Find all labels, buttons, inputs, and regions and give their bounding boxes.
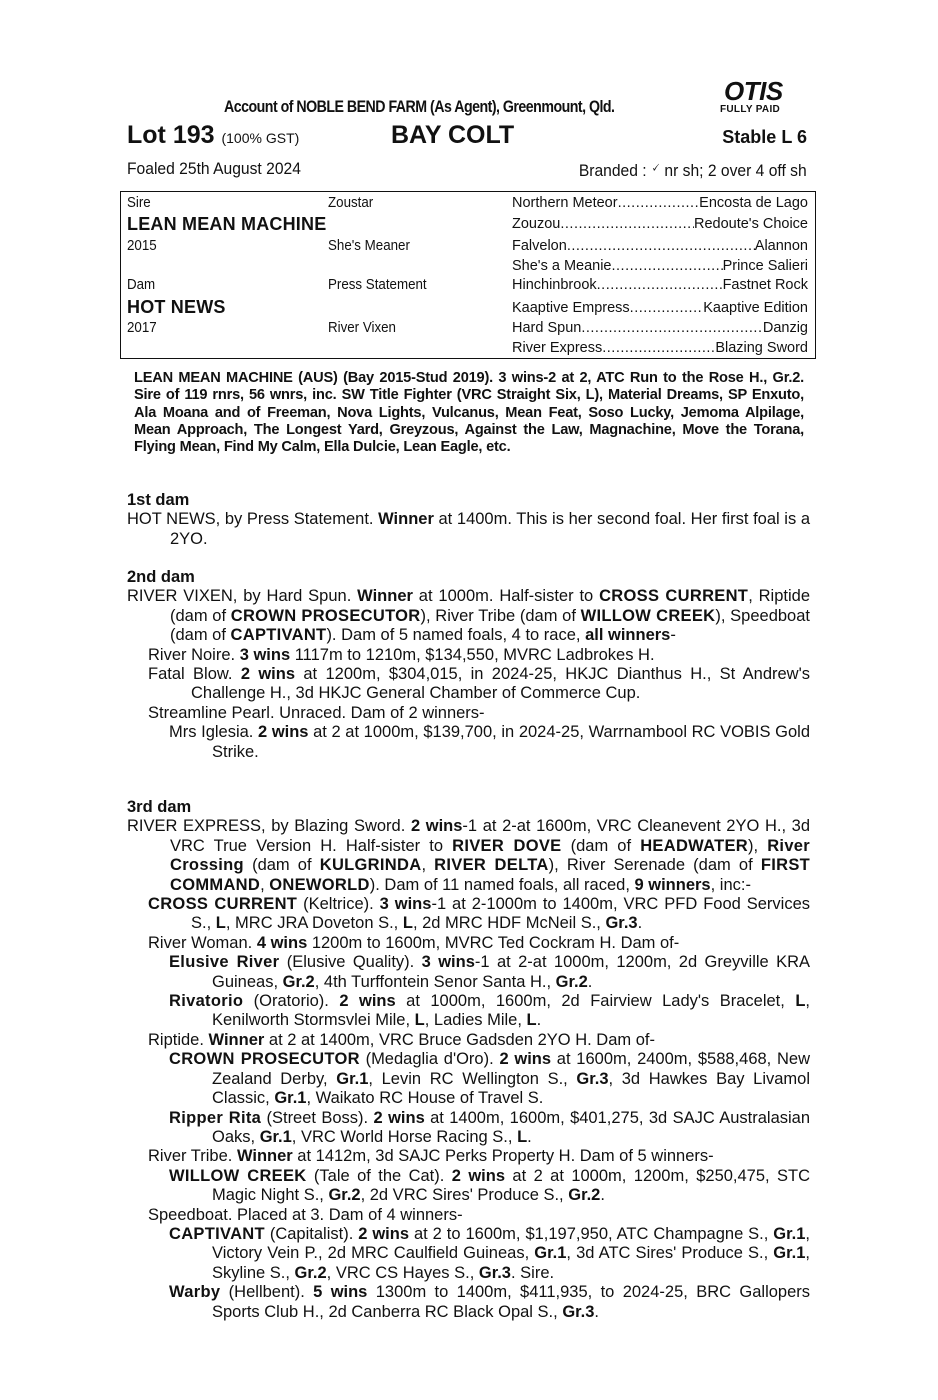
horse-name: HEADWATER bbox=[640, 836, 749, 855]
grandparent-row bbox=[512, 238, 808, 254]
text-bold: Winner bbox=[378, 510, 434, 529]
grandparent-row bbox=[512, 258, 808, 274]
text: at 1400m. This is her second foal. Her first foal is a 2YO. bbox=[170, 510, 810, 548]
vendor-account: Account of NOBLE BEND FARM (As Agent), Greenmount, Qld. bbox=[224, 98, 615, 116]
horse-name: KULGRINDA bbox=[319, 856, 422, 875]
text: at 1400m, 1600m, $401,275, 3d SAJC Australasian Oaks, bbox=[212, 1108, 811, 1146]
text: . bbox=[594, 1302, 600, 1321]
text-bold: Gr.3 bbox=[562, 1302, 595, 1321]
text: ). Dam of 5 named foals, 4 to race, bbox=[326, 626, 586, 645]
gp-right: Blazing Sword bbox=[715, 340, 808, 356]
text: 1200m to 1600m, MVRC Ted Cockram H. Dam of- bbox=[307, 933, 680, 952]
text-bold: Gr.2 bbox=[555, 972, 588, 991]
gst-note: (100% GST) bbox=[221, 130, 300, 146]
horse-description: BAY COLT bbox=[391, 121, 515, 149]
text-bold: Winner bbox=[357, 587, 413, 606]
sire-name: LEAN MEAN MACHINE bbox=[127, 214, 327, 234]
branded-detail: nr sh; 2 over 4 off sh bbox=[664, 161, 807, 180]
gp-left: She's a Meanie bbox=[512, 258, 612, 274]
leader-dots bbox=[597, 277, 723, 293]
text-bold: all winners bbox=[585, 626, 671, 645]
progeny-entry bbox=[127, 934, 810, 953]
foaled-date: Foaled 25th August 2024 bbox=[127, 159, 301, 178]
horse-name: CROWN PROSECUTOR bbox=[169, 1050, 360, 1069]
progeny-entry bbox=[127, 1283, 810, 1322]
text-bold: 3 wins bbox=[379, 895, 432, 914]
text-bold: Gr.1 bbox=[773, 1244, 806, 1263]
text-bold: Gr.1 bbox=[336, 1069, 369, 1088]
text: at 1600m, 2400m, $588,468, New Zealand Derby, bbox=[212, 1050, 811, 1088]
dam-entry bbox=[127, 587, 810, 645]
leader-dots bbox=[630, 300, 704, 316]
text-bold: Winner bbox=[208, 1030, 265, 1049]
gp-right: Fastnet Rock bbox=[722, 277, 808, 293]
branded-label: Branded : bbox=[579, 161, 647, 180]
section-heading: 3rd dam bbox=[127, 798, 192, 816]
text: , bbox=[260, 875, 270, 894]
grandparent-row bbox=[512, 340, 808, 356]
lot-label: Lot 193 bbox=[127, 121, 215, 149]
gp-right: Encosta de Lago bbox=[699, 195, 808, 211]
sire-summary: LEAN MEAN MACHINE (AUS) (Bay 2015-Stud 2019). 3 wins-2 at 2, ATC Run to the Rose H., Gr.2. Sire of 119 rnrs, 56 wnrs, inc. SW Title Fighter (VRC Straight Six, L), Material Dreams, SP Enxuto, Ala Moana and of Freeman, Nova Lights, Vulcanus, Mean Feat, Soso Lucky, Jemoma Alpilage, Mean Approach, The Longest Yard, Greyzous, Against the Law, Magnachine, Move the Torana, Flying Mean, Find My Calm, Ella Dulcie, Lean Eagle, etc. bbox=[134, 370, 804, 456]
dam-label: Dam bbox=[127, 277, 156, 293]
text-bold: Gr.1 bbox=[274, 1089, 307, 1108]
leader-dots bbox=[567, 238, 755, 254]
text: at 2 at 1400m, VRC Bruce Gadsden 2YO H. Dam of- bbox=[264, 1030, 655, 1049]
text-bold: L bbox=[215, 914, 226, 933]
text: River Noire. bbox=[148, 645, 240, 664]
gp-left: River Express bbox=[512, 340, 603, 356]
grandparent-row bbox=[512, 195, 808, 211]
text-bold: L bbox=[517, 1127, 528, 1146]
progeny-entry bbox=[127, 665, 810, 704]
text: (Keltrice). bbox=[297, 895, 380, 914]
horse-name: RIVER DELTA bbox=[434, 856, 549, 875]
text: , Riptide (dam of bbox=[170, 587, 810, 625]
progeny-entry: Speedboat. Placed at 3. Dam of 4 winners- bbox=[148, 1205, 463, 1224]
text: , 2d MRC HDF McNeil S., bbox=[412, 914, 606, 933]
horse-name: CROWN PROSECUTOR bbox=[230, 606, 421, 625]
dam-entry bbox=[127, 817, 810, 895]
horse-name: CAPTIVANT bbox=[169, 1224, 265, 1243]
gp-right: Kaaptive Edition bbox=[703, 300, 808, 316]
horse-name: Rivatorio bbox=[169, 992, 244, 1011]
text: - bbox=[670, 626, 676, 645]
text-bold: L bbox=[402, 914, 413, 933]
payment-status: FULLY PAID bbox=[720, 104, 781, 115]
gp-right: Prince Salieri bbox=[722, 258, 808, 274]
text: , MRC JRA Doveton S., bbox=[225, 914, 403, 933]
text: , inc:- bbox=[710, 875, 751, 894]
leader-dots bbox=[560, 216, 694, 232]
text: at 1000m. Half-sister to bbox=[412, 587, 600, 606]
text: . bbox=[600, 1186, 605, 1205]
text: , 3d ATC Sires' Produce S., bbox=[566, 1244, 774, 1263]
text: at 1200m, $304,015, in 2024-25, HKJC Dianthus H., St Andrew's Challenge H., 3d HKJC General Chamber of Commerce Cup. bbox=[191, 665, 811, 703]
text: ), River Tribe (dam of bbox=[420, 606, 581, 625]
leader-dots bbox=[612, 258, 723, 274]
text: (Medaglia d'Oro). bbox=[359, 1050, 500, 1069]
text: (Tale of the Cat). bbox=[306, 1166, 452, 1185]
sire-dam: She's Meaner bbox=[328, 238, 410, 254]
text-bold: Gr.2 bbox=[282, 972, 315, 991]
horse-name: CAPTIVANT bbox=[230, 626, 327, 645]
text-bold: Gr.3 bbox=[605, 914, 638, 933]
text: ), River Serenade (dam of bbox=[548, 856, 761, 875]
horse-name: Elusive River bbox=[169, 953, 280, 972]
text-bold: 9 winners bbox=[634, 875, 711, 894]
text: at 1412m, 3d SAJC Perks Property H. Dam of 5 winners- bbox=[292, 1147, 714, 1166]
horse-name: RIVER DOVE bbox=[452, 836, 562, 855]
text: ), bbox=[748, 836, 768, 855]
text-bold: Gr.3 bbox=[478, 1263, 511, 1282]
gp-right: Alannon bbox=[754, 238, 808, 254]
text: , Levin RC Wellington S., bbox=[368, 1069, 577, 1088]
text: River Tribe. bbox=[148, 1147, 237, 1166]
horse-name: FIRST COMMAND bbox=[170, 856, 811, 894]
progeny-entry: Streamline Pearl. Unraced. Dam of 2 winners- bbox=[148, 703, 485, 722]
gp-left: Falvelon bbox=[512, 238, 567, 254]
grandparent-row bbox=[512, 320, 808, 336]
text-bold: 3 wins bbox=[239, 645, 291, 664]
text-bold: 2 wins bbox=[358, 1224, 410, 1243]
text: . bbox=[587, 972, 593, 991]
text-bold: 2 wins bbox=[451, 1166, 506, 1185]
text-bold: 2 wins bbox=[258, 723, 309, 742]
dam-dam: River Vixen bbox=[328, 320, 396, 336]
text-bold: 2 wins bbox=[499, 1050, 552, 1069]
horse-name: WILLOW CREEK bbox=[580, 606, 716, 625]
text: at 2 to 1600m, $1,197,950, ATC Champagne S., bbox=[409, 1224, 774, 1243]
text: (Street Boss). bbox=[261, 1108, 374, 1127]
gp-left: Zouzou bbox=[512, 216, 561, 232]
progeny-entry bbox=[127, 1167, 810, 1206]
horse-name: CROSS CURRENT bbox=[148, 895, 298, 914]
text: . Sire. bbox=[510, 1263, 555, 1282]
text: , Ladies Mile, bbox=[424, 1011, 527, 1030]
gp-left: Northern Meteor bbox=[512, 195, 618, 211]
progeny-entry bbox=[127, 1147, 810, 1166]
text-bold: Gr.2 bbox=[328, 1186, 361, 1205]
progeny-entry bbox=[127, 646, 810, 665]
stable-location: Stable L 6 bbox=[722, 127, 807, 147]
text: at 2 at 1000m, $139,700, in 2024-25, Warrnambool RC VOBIS Gold Strike. bbox=[212, 723, 811, 761]
text: , bbox=[421, 856, 435, 875]
text: , Victory Vein P., 2d MRC Caulfield Guineas, bbox=[212, 1224, 810, 1263]
text: ). Dam of 11 named foals, all raced, bbox=[369, 875, 635, 894]
brand-mark-icon: 🗸 bbox=[651, 159, 661, 175]
text: -1 at 2-1000m to 1400m, VRC PFD Food Services S., bbox=[191, 895, 811, 933]
text: , Skyline S., bbox=[212, 1244, 810, 1282]
text: (Elusive Quality). bbox=[279, 953, 422, 972]
text: RIVER EXPRESS, by Blazing Sword. bbox=[127, 817, 411, 836]
text: Fatal Blow. bbox=[148, 665, 241, 684]
section-heading: 1st dam bbox=[127, 491, 190, 509]
text: , 2d VRC Sires' Produce S., bbox=[360, 1186, 569, 1205]
text: -1 at 2-at 1000m, 1200m, 2d Greyville KRA Guineas, bbox=[212, 953, 811, 991]
leader-dots bbox=[602, 340, 715, 356]
text-bold: Gr.2 bbox=[568, 1186, 601, 1205]
leader-dots bbox=[581, 320, 763, 336]
text-bold: Gr.1 bbox=[534, 1244, 567, 1263]
lot-header bbox=[127, 121, 807, 153]
third-dam-section bbox=[127, 798, 810, 1322]
progeny-entry bbox=[127, 1109, 810, 1148]
grandparent-row bbox=[512, 300, 808, 316]
text: at 2 at 1000m, 1200m, $250,475, STC Magic Night S., bbox=[212, 1166, 811, 1205]
gp-right: Redoute's Choice bbox=[693, 216, 808, 232]
text-bold: 2 wins bbox=[373, 1108, 425, 1127]
progeny-entry bbox=[127, 1225, 810, 1283]
text: 1117m to 1210m, $134,550, MVRC Ladbrokes H. bbox=[290, 645, 655, 664]
text: . bbox=[536, 1011, 542, 1030]
text-bold: Gr.3 bbox=[576, 1069, 609, 1088]
text-bold: L bbox=[795, 992, 806, 1011]
dam-name: HOT NEWS bbox=[127, 297, 226, 317]
text: -1 at 2-at 1600m, VRC Cleanevent 2YO H., 3d VRC True Version H. Half-sister to bbox=[170, 817, 810, 855]
text: , 3d Hawkes Bay Livamol Classic, bbox=[212, 1069, 811, 1108]
progeny-entry bbox=[127, 1050, 810, 1108]
progeny-entry bbox=[127, 953, 810, 992]
text: ), Speedboat (dam of bbox=[170, 606, 810, 645]
text-bold: L bbox=[414, 1011, 425, 1030]
text: , VRC CS Hayes S., bbox=[326, 1263, 479, 1282]
section-heading: 2nd dam bbox=[127, 568, 195, 586]
pedigree-table bbox=[120, 191, 816, 359]
grandparent-row bbox=[512, 277, 808, 293]
second-dam-section bbox=[127, 568, 810, 762]
horse-name: River Crossing bbox=[170, 836, 810, 875]
text: . bbox=[637, 914, 643, 933]
otis-badge bbox=[720, 76, 806, 120]
dam-year: 2017 bbox=[127, 320, 157, 336]
text: (Hellbent). bbox=[220, 1283, 314, 1302]
grandparent-row bbox=[512, 216, 808, 232]
text: (Capitalist). bbox=[264, 1224, 359, 1243]
horse-name: CROSS CURRENT bbox=[599, 587, 749, 606]
progeny-entry bbox=[127, 895, 810, 934]
horse-name: WILLOW CREEK bbox=[169, 1166, 307, 1185]
progeny-entry bbox=[127, 1031, 810, 1050]
text: 1300m to 1400m, $411,935, to 2024-25, BRC Gallopers Sports Club H., 2d Canberra RC Black Opal S., bbox=[212, 1283, 811, 1321]
dam-sire: Press Statement bbox=[328, 277, 427, 293]
text-bold: 3 wins bbox=[421, 953, 475, 972]
text: , 4th Turffontein Senor Santa H., bbox=[314, 972, 556, 991]
text: River Woman. bbox=[148, 933, 257, 952]
text: , Kenilworth Stormsvlei Mile, bbox=[212, 992, 811, 1030]
text-bold: Gr.1 bbox=[259, 1127, 292, 1146]
first-dam-section bbox=[127, 491, 810, 549]
text-bold: 2 wins bbox=[240, 665, 296, 684]
text: (Oratorio). bbox=[243, 992, 340, 1011]
sire-label: Sire bbox=[127, 195, 151, 211]
text-bold: 2 wins bbox=[339, 992, 396, 1011]
text: RIVER VIXEN, by Hard Spun. bbox=[127, 587, 358, 606]
horse-name: ONEWORLD bbox=[269, 875, 370, 894]
sire-year: 2015 bbox=[127, 238, 157, 254]
gp-left: Kaaptive Empress bbox=[512, 300, 630, 316]
text: , VRC World Horse Racing S., bbox=[291, 1127, 518, 1146]
text: Riptide. bbox=[148, 1030, 209, 1049]
lot-number bbox=[127, 121, 299, 150]
progeny-entry bbox=[127, 723, 810, 762]
gp-right: Danzig bbox=[762, 320, 808, 336]
text: (dam of bbox=[243, 856, 320, 875]
text-bold: Winner bbox=[236, 1147, 293, 1166]
text-bold: 5 wins bbox=[313, 1283, 368, 1302]
text-bold: Gr.1 bbox=[773, 1224, 806, 1243]
text-bold: Gr.2 bbox=[294, 1263, 327, 1282]
branded-info bbox=[579, 159, 807, 181]
text-bold: L bbox=[526, 1011, 537, 1030]
leader-dots bbox=[618, 195, 700, 211]
text: HOT NEWS, by Press Statement. bbox=[127, 510, 379, 529]
otis-logo-icon: OTIS bbox=[724, 76, 783, 106]
gp-left: Hinchinbrook bbox=[512, 277, 597, 293]
dam-entry bbox=[127, 510, 810, 549]
horse-name: Warby bbox=[169, 1283, 221, 1302]
text-bold: 2 wins bbox=[410, 817, 463, 836]
text: . bbox=[527, 1127, 532, 1146]
progeny-entry bbox=[127, 992, 810, 1031]
text: at 1000m, 1600m, 2d Fairview Lady's Bracelet, bbox=[395, 992, 796, 1011]
horse-name: Ripper Rita bbox=[169, 1108, 262, 1127]
text-bold: 4 wins bbox=[256, 933, 308, 952]
text: , Waikato RC House of Travel S. bbox=[306, 1089, 544, 1108]
text: Mrs Iglesia. bbox=[169, 723, 259, 742]
gp-left: Hard Spun bbox=[512, 320, 582, 336]
text: (dam of bbox=[561, 836, 641, 855]
sire-sire: Zoustar bbox=[328, 195, 374, 211]
